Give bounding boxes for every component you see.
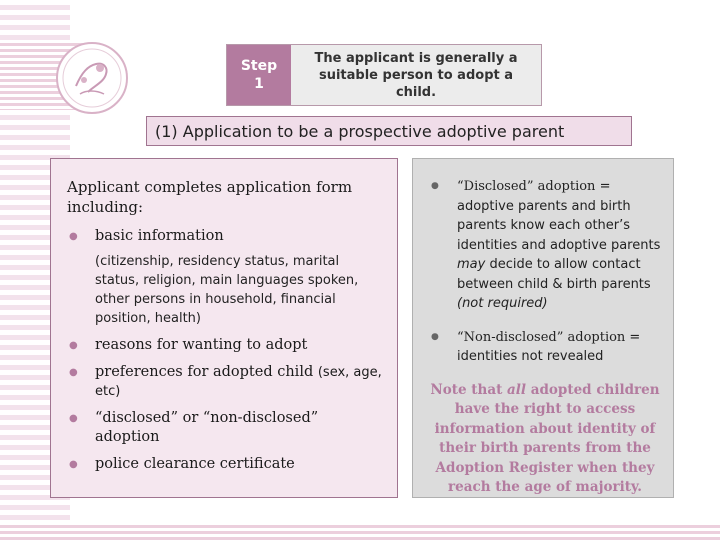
note-text: adopted children have the right to access information about identity of their birth parents from the Adoption Register when they reach the age of majority. (434, 381, 660, 495)
definition-text: = adoptive parents and birth parents know each other’s identities and adoptive parents (457, 179, 661, 253)
list-item (67, 227, 383, 328)
item-label: “disclosed” or “non-disclosed” adoption (95, 410, 319, 445)
application-form-panel (50, 158, 398, 498)
not-required-note: (not required) (457, 296, 548, 311)
step-description: The applicant is generally a suitable person to adopt a child. (291, 45, 541, 105)
list-item (67, 409, 383, 447)
adoption-types-panel (412, 158, 674, 498)
item-label: preferences for adopted child (95, 364, 318, 380)
form-items-list (67, 227, 383, 474)
step-label: Step (240, 58, 278, 74)
note-emphasis-all: all (507, 381, 527, 398)
item-detail: (citizenship, residency status, marital status, religion, main languages spoken, other persons in household, financial position, health) (95, 254, 359, 326)
definition-text: decide to allow contact between child & birth parents (457, 257, 651, 292)
list-item (67, 363, 383, 401)
term-disclosed: “Disclosed” adoption (457, 179, 596, 194)
step-badge (227, 45, 291, 105)
note-prefix: Note that (430, 381, 508, 398)
step-banner (226, 44, 542, 106)
item-label: police clearance certificate (95, 456, 295, 472)
panel-intro: Applicant completes application form including: (67, 178, 353, 216)
emphasis-may: may (457, 257, 486, 272)
item-tail: (sex, age, etc) (95, 365, 382, 399)
logo-icon (56, 42, 128, 114)
list-item (67, 336, 383, 355)
list-item (427, 177, 663, 314)
section-heading: (1) Application to be a prospective adoptive parent (146, 116, 632, 146)
definition-text: = identities not revealed (457, 329, 641, 364)
term-non-disclosed: “Non-disclosed” adoption (457, 329, 626, 345)
step-number: 1 (254, 76, 264, 92)
list-item (427, 328, 663, 367)
item-label: reasons for wanting to adopt (95, 337, 308, 353)
item-label: basic information (95, 228, 224, 244)
majority-note (427, 381, 663, 498)
adoption-types-list (427, 177, 663, 367)
bottom-stripe-decoration (0, 522, 720, 540)
list-item (67, 455, 383, 474)
